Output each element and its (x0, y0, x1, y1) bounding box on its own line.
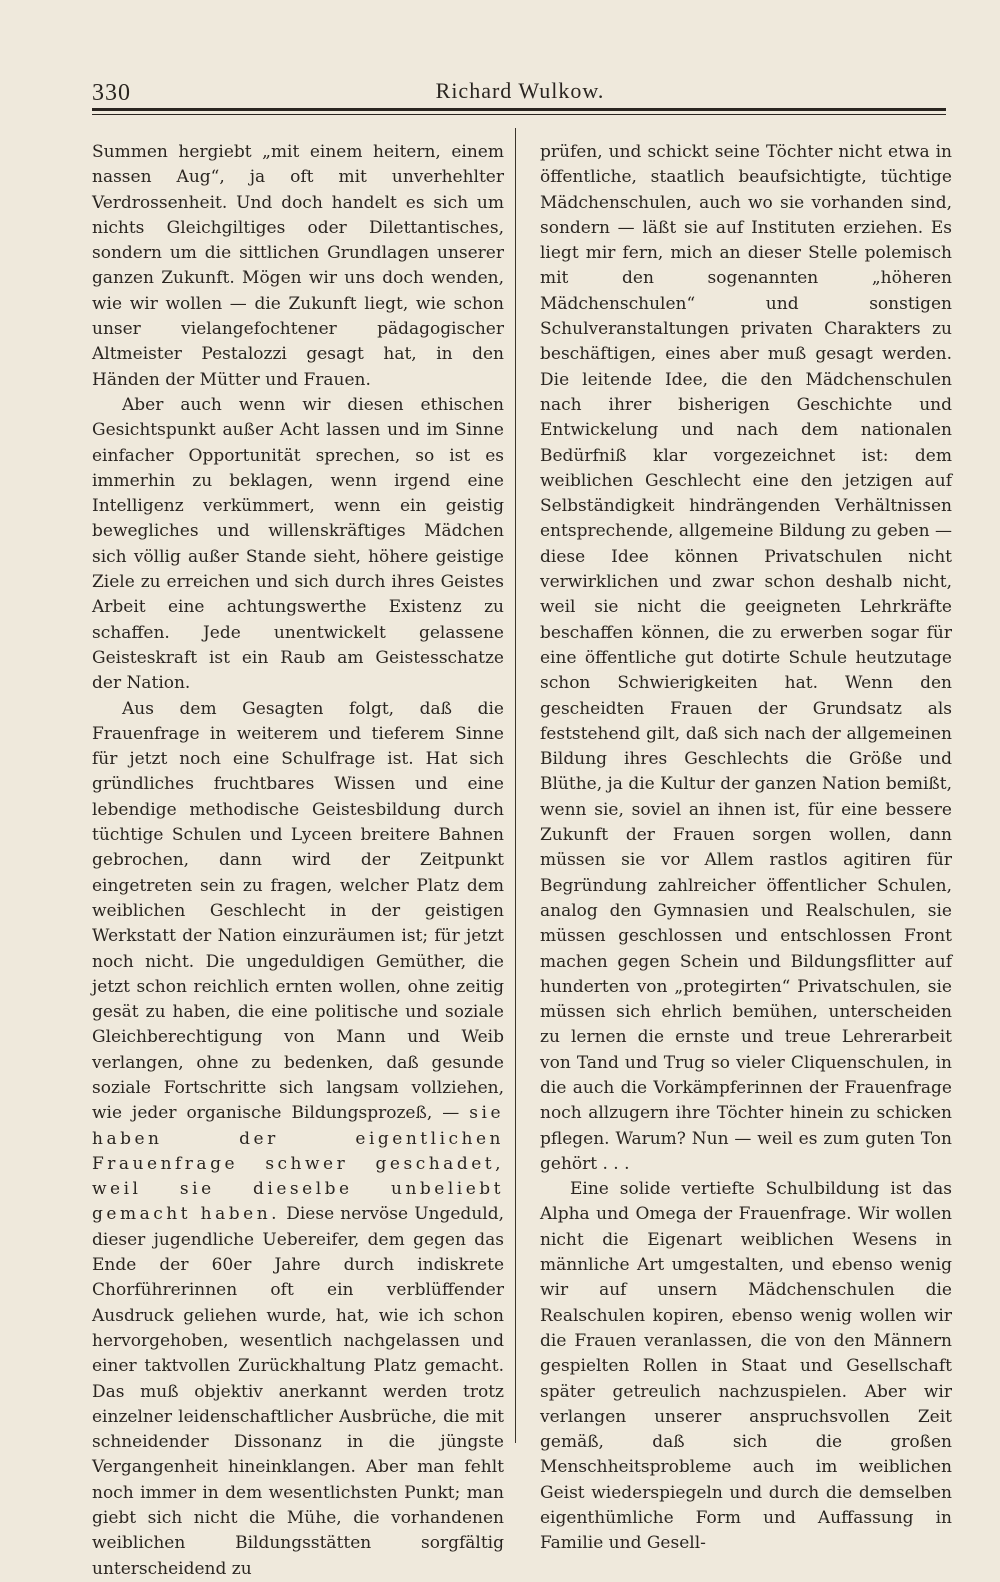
paragraph: Eine solide vertiefte Schulbildung ist das Alpha und Omega der Frauenfrage. Wir wollen nicht die Eigenart weiblichen Wesens in männliche Art umgestalten, und ebenso wenig wir auf unsern Mädchenschulen die Realschulen kopiren, ebenso wenig wollen wir die Frauen veranlassen, die von den Männern gespielten Rollen in Staat und Gesellschaft später getreulich nachzuspielen. Aber wir verlangen unserer anspruchsvollen Zeit gemäß, daß sich die großen Menschheitsprobleme auch im weiblichen Geist wiederspiegeln und durch die demselben eigenthümliche Form und Auffassung in Familie und Gesell- (540, 1179, 952, 1554)
header-rule-thick (92, 108, 946, 111)
emphasized-text: sie haben der eigentlichen Frauenfrage schwer geschadet, weil sie dieselbe unbeliebt gemacht haben. (92, 1103, 505, 1225)
page-number: 330 (92, 80, 131, 106)
paragraph-text: Diese nervöse Ungeduld, dieser jugendliche Uebereifer, dem gegen das Ende der 60er Jahre durch indiskrete Chorführerinnen oft ein verblüffender Ausdruck geliehen wurde, hat, wie ich schon hervorgehoben, wesentlich nachgelassen und einer taktvollen Zurückhaltung Platz gemacht. Das muß objektiv anerkannt werden trotz einzelner leidenschaftlicher Ausbrüche, die mit schneidender Dissonanz in die jüngste Vergangenheit hineinklangen. Aber man fehlt noch immer in dem wesentlichsten Punkt; man giebt sich nicht die Mühe, die vorhandenen weiblichen Bildungsstätten sorgfältig unterscheidend zu (92, 1204, 504, 1579)
paragraph: Summen hergiebt „mit einem heitern, einem nassen Aug“, ja oft mit unverhehlter Verdrossenheit. Und doch handelt es sich um nichts Gleichgiltiges oder Dilettantisches, sondern um die sittlichen Grundlagen unserer ganzen Zukunft. Mögen wir uns doch wenden, wie wir wollen — die Zukunft liegt, wie schon unser vielangefochtener pädagogischer Altmeister Pestalozzi gesagt hat, in den Händen der Mütter und Frauen. (92, 142, 504, 390)
paragraph: Aber auch wenn wir diesen ethischen Gesichtspunkt außer Acht lassen und im Sinne einfacher Opportunität sprechen, so ist es immerhin zu beklagen, wenn irgend eine Intelligenz verkümmert, wenn ein geistig bewegliches und willenskräftiges Mädchen sich völlig außer Stande sieht, höhere geistige Ziele zu erreichen und sich durch ihres Geistes Arbeit eine achtungswerthe Existenz zu schaffen. Jede unentwickelt gelassene Geisteskraft ist ein Raub am Geistesschatze der Nation. (92, 394, 504, 694)
right-column (540, 140, 952, 1557)
running-head: Richard Wulkow. (435, 78, 605, 103)
paragraph: prüfen, und schickt seine Töchter nicht etwa in öffentliche, staatlich beaufsichtigte, tüchtige Mädchenschulen, auch wo sie vorhanden sind, sondern — läßt sie auf Instituten erziehen. Es liegt mir fern, mich an dieser Stelle polemisch mit den sogenannten „höheren Mädchenschulen“ und sonstigen Schulveranstaltungen privaten Charakters zu beschäftigen, eines aber muß gesagt werden. Die leitende Idee, die den Mädchenschulen nach ihrer bisherigen Geschichte und Entwickelung und nach dem nationalen Bedürfniß klar vorgezeichnet ist: dem weiblichen Geschlecht eine den jetzigen auf Selbständigkeit hindrängenden Verhältnissen entsprechende, allgemeine Bildung zu geben — diese Idee können Privatschulen nicht verwirklichen und zwar schon deshalb nicht, weil sie nicht die geeigneten Lehrkräfte beschaffen können, die zu erwerben sogar für eine öffentliche gut dotirte Schule heutzutage schon Schwierigkeiten hat. Wenn den gescheidten Frauen der Grundsatz als feststehend gilt, daß sich nach der allgemeinen Bildung ihres Geschlechts die Größe und Blüthe, ja die Kultur der ganzen Nation bemißt, wenn sie, soviel an ihnen ist, für eine bessere Zukunft der Frauen sorgen wollen, dann müssen sie vor Allem rastlos agitiren für Begründung zahlreicher öffentlicher Schulen, analog den Gymnasien und Realschulen, sie müssen geschlossen und entschlossen Front machen gegen Schein und Bildungsflitter auf hunderten von „protegirten“ Privatschulen, sie müssen sich ehrlich bemühen, unterscheiden zu lernen die ernste und treue Lehrerarbeit von Tand und Trug so vieler Cliquenschulen, in die auch die Vorkämpferinnen der Frauenfrage noch allzugern ihre Töchter hinein zu schicken pflegen. Warum? Nun — weil es zum guten Ton gehört . . . (540, 142, 952, 1174)
paragraph (92, 697, 504, 1582)
left-column (92, 140, 504, 1582)
paragraph-text: Aus dem Gesagten folgt, daß die Frauenfrage in weiterem und tieferem Sinne für jetzt noch eine Schulfrage ist. Hat sich gründliches fruchtbares Wissen und eine lebendige methodische Geistesbildung durch tüchtige Schulen und Lyceen breitere Bahnen gebrochen, dann wird der Zeitpunkt eingetreten sein zu fragen, welcher Platz dem weiblichen Geschlecht in der geistigen Werkstatt der Nation einzuräumen ist; für jetzt noch nicht. Die ungeduldigen Gemüther, die jetzt schon reichlich ernten wollen, ohne zeitig gesät zu haben, die eine politische und soziale Gleichberechtigung von Mann und Weib verlangen, ohne zu bedenken, daß gesunde soziale Fortschritte sich langsam vollziehen, wie jeder organische Bildungsprozeß, — (92, 698, 504, 1124)
column-divider (515, 128, 516, 1443)
header-rule-thin (92, 114, 946, 115)
